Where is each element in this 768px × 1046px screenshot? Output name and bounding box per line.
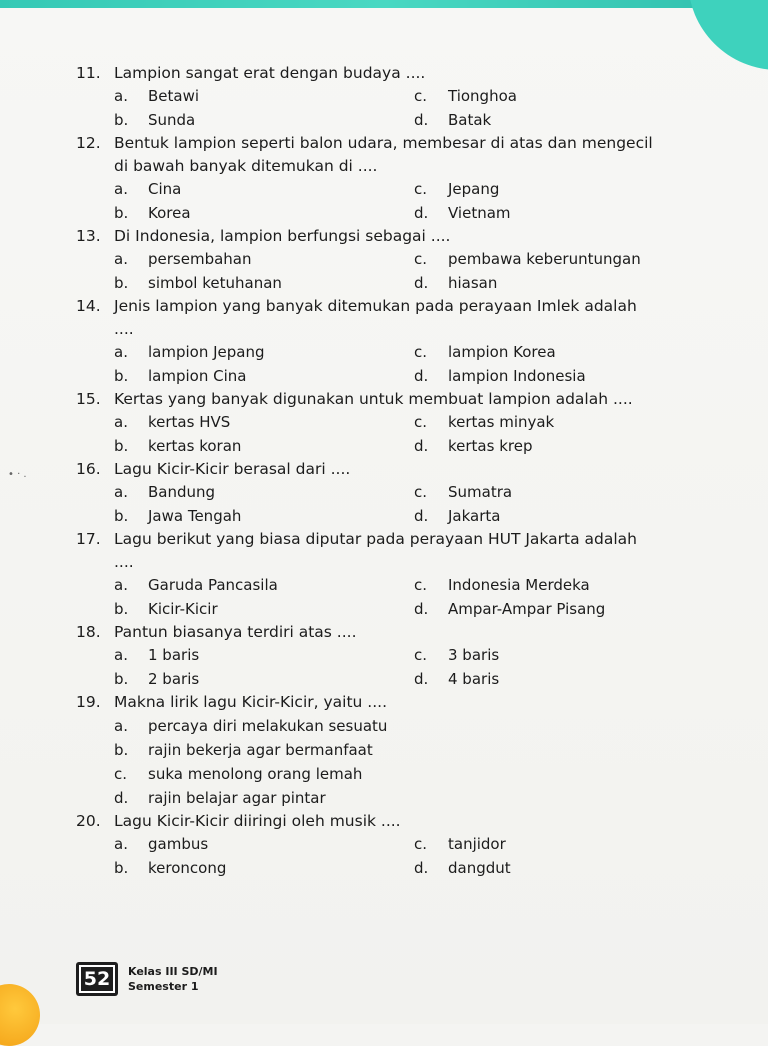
answer-options xyxy=(76,481,736,528)
answer-option xyxy=(114,109,414,132)
option-row xyxy=(114,341,736,365)
question-11 xyxy=(76,62,736,132)
page-speck: • · . xyxy=(8,469,27,480)
answer-option xyxy=(114,178,414,201)
answer-option xyxy=(414,178,714,201)
answer-option xyxy=(414,411,714,434)
question-header xyxy=(76,621,736,644)
question-header xyxy=(76,62,736,85)
answer-option xyxy=(414,598,714,621)
answer-option xyxy=(114,738,736,762)
answer-option xyxy=(114,272,414,295)
answer-option xyxy=(414,574,714,597)
option-text: percaya diri melakukan sesuatu xyxy=(148,716,388,735)
option-text: kertas minyak xyxy=(448,413,555,432)
question-text: Lagu Kicir-Kicir berasal dari .... xyxy=(114,460,351,478)
option-letter: b. xyxy=(114,203,129,222)
answer-option xyxy=(414,505,714,528)
answer-options xyxy=(76,714,736,810)
option-text: Sumatra xyxy=(448,483,513,502)
option-letter: b. xyxy=(114,740,129,759)
answer-option xyxy=(114,668,414,691)
option-text: kertas HVS xyxy=(148,413,231,432)
option-text: kertas koran xyxy=(148,436,242,455)
option-letter: d. xyxy=(414,366,429,385)
answer-options xyxy=(76,85,736,132)
question-number: 19. xyxy=(76,693,101,711)
option-row xyxy=(114,202,736,226)
option-text: lampion Indonesia xyxy=(448,366,586,385)
answer-option xyxy=(414,248,714,271)
option-row xyxy=(114,435,736,459)
answer-option xyxy=(414,857,714,880)
option-text: Jakarta xyxy=(448,506,501,525)
answer-options xyxy=(76,644,736,691)
question-header xyxy=(76,225,736,248)
option-letter: b. xyxy=(114,599,129,618)
option-text: Ampar-Ampar Pisang xyxy=(448,599,606,618)
option-text: Sunda xyxy=(148,110,196,129)
answer-option xyxy=(114,202,414,225)
option-text: 2 baris xyxy=(148,669,200,688)
option-row xyxy=(114,178,736,202)
option-letter: a. xyxy=(114,835,128,854)
option-letter: c. xyxy=(414,250,428,269)
option-row xyxy=(114,481,736,505)
option-text: Bandung xyxy=(148,483,216,502)
question-header xyxy=(76,295,736,318)
answer-option xyxy=(114,574,414,597)
option-letter: a. xyxy=(114,180,128,199)
page-number: 52 xyxy=(76,962,118,996)
option-text: Kicir-Kicir xyxy=(148,599,218,618)
question-15 xyxy=(76,388,736,458)
option-text: Jawa Tengah xyxy=(148,506,242,525)
answer-option xyxy=(414,272,714,295)
option-letter: d. xyxy=(414,599,429,618)
question-number: 15. xyxy=(76,390,101,408)
option-text: hiasan xyxy=(448,273,498,292)
answer-option xyxy=(114,598,414,621)
option-letter: b. xyxy=(114,110,129,129)
option-row xyxy=(114,574,736,598)
option-letter: d. xyxy=(414,669,429,688)
option-letter: c. xyxy=(414,413,428,432)
question-list xyxy=(76,62,736,880)
option-text: 3 baris xyxy=(448,646,500,665)
option-text: rajin belajar agar pintar xyxy=(148,788,326,807)
option-letter: c. xyxy=(414,87,428,106)
option-letter: a. xyxy=(114,646,128,665)
answer-option xyxy=(114,85,414,108)
option-text: tanjidor xyxy=(448,835,506,854)
question-header xyxy=(76,132,736,155)
question-text-continued: .... xyxy=(114,320,134,338)
question-text: Di Indonesia, lampion berfungsi sebagai .... xyxy=(114,227,451,245)
answer-option xyxy=(114,411,414,434)
option-row xyxy=(114,109,736,133)
question-header xyxy=(76,458,736,481)
question-text: Pantun biasanya terdiri atas .... xyxy=(114,623,357,641)
option-text: simbol ketuhanan xyxy=(148,273,282,292)
footer-class: Kelas III SD/MI xyxy=(128,965,218,978)
question-number: 20. xyxy=(76,812,101,830)
question-text-continued: di bawah banyak ditemukan di .... xyxy=(114,157,378,175)
option-text: dangdut xyxy=(448,858,511,877)
answer-option xyxy=(414,341,714,364)
answer-option xyxy=(114,833,414,856)
answer-option xyxy=(414,109,714,132)
option-text: Vietnam xyxy=(448,203,511,222)
question-number: 11. xyxy=(76,64,101,82)
answer-options xyxy=(76,411,736,458)
option-text: Betawi xyxy=(148,87,200,106)
question-text: Makna lirik lagu Kicir-Kicir, yaitu .... xyxy=(114,693,387,711)
option-letter: b. xyxy=(114,273,129,292)
option-text: kertas krep xyxy=(448,436,533,455)
option-text: keroncong xyxy=(148,858,227,877)
answer-options xyxy=(76,341,736,388)
option-letter: c. xyxy=(114,764,128,783)
answer-option xyxy=(114,435,414,458)
answer-option xyxy=(414,644,714,667)
question-text: Kertas yang banyak digunakan untuk membuat lampion adalah .... xyxy=(114,390,633,408)
option-text: Indonesia Merdeka xyxy=(448,576,590,595)
question-text: Jenis lampion yang banyak ditemukan pada perayaan Imlek adalah xyxy=(114,297,637,315)
option-letter: b. xyxy=(114,506,129,525)
option-text: lampion Cina xyxy=(148,366,247,385)
option-letter: a. xyxy=(114,716,128,735)
option-letter: b. xyxy=(114,858,129,877)
question-header xyxy=(76,691,736,714)
answer-options xyxy=(76,248,736,295)
option-row xyxy=(114,411,736,435)
option-letter: d. xyxy=(414,436,429,455)
question-20 xyxy=(76,810,736,880)
question-16 xyxy=(76,458,736,528)
option-text: Batak xyxy=(448,110,492,129)
answer-option xyxy=(414,435,714,458)
question-17 xyxy=(76,528,736,621)
question-text-continued: .... xyxy=(114,553,134,571)
option-text: Cina xyxy=(148,180,182,199)
page-footer xyxy=(76,962,218,996)
option-letter: c. xyxy=(414,576,428,595)
option-row xyxy=(114,668,736,692)
option-text: Garuda Pancasila xyxy=(148,576,278,595)
answer-option xyxy=(114,762,736,786)
answer-option xyxy=(114,714,736,738)
question-14 xyxy=(76,295,736,388)
option-row xyxy=(114,598,736,622)
option-row xyxy=(114,857,736,881)
option-text: lampion Korea xyxy=(448,343,556,362)
option-letter: a. xyxy=(114,250,128,269)
question-number: 17. xyxy=(76,530,101,548)
option-letter: a. xyxy=(114,576,128,595)
option-text: Korea xyxy=(148,203,191,222)
option-letter: d. xyxy=(414,858,429,877)
question-number: 16. xyxy=(76,460,101,478)
option-row xyxy=(114,833,736,857)
option-letter: d. xyxy=(414,273,429,292)
question-18 xyxy=(76,621,736,691)
question-13 xyxy=(76,225,736,295)
option-text: lampion Jepang xyxy=(148,343,265,362)
question-19 xyxy=(76,691,736,810)
answer-option xyxy=(114,786,736,810)
option-letter: a. xyxy=(114,483,128,502)
answer-option xyxy=(114,505,414,528)
question-header xyxy=(76,388,736,411)
answer-option xyxy=(414,481,714,504)
question-number: 12. xyxy=(76,134,101,152)
question-header xyxy=(76,528,736,551)
option-text: 4 baris xyxy=(448,669,500,688)
option-letter: b. xyxy=(114,366,129,385)
footer-semester: Semester 1 xyxy=(128,980,199,993)
option-text: gambus xyxy=(148,835,209,854)
option-letter: a. xyxy=(114,87,128,106)
answer-option xyxy=(114,248,414,271)
option-letter: d. xyxy=(114,788,129,807)
option-letter: b. xyxy=(114,436,129,455)
option-row xyxy=(114,85,736,109)
question-text: Lagu berikut yang biasa diputar pada perayaan HUT Jakarta adalah xyxy=(114,530,637,548)
answer-option xyxy=(114,644,414,667)
option-letter: c. xyxy=(414,343,428,362)
answer-option xyxy=(114,857,414,880)
answer-option xyxy=(414,85,714,108)
option-letter: c. xyxy=(414,646,428,665)
question-number: 14. xyxy=(76,297,101,315)
answer-option xyxy=(114,365,414,388)
option-letter: d. xyxy=(414,110,429,129)
question-12 xyxy=(76,132,736,225)
answer-option xyxy=(414,365,714,388)
option-text: persembahan xyxy=(148,250,252,269)
option-row xyxy=(114,644,736,668)
question-text: Lampion sangat erat dengan budaya .... xyxy=(114,64,426,82)
option-text: 1 baris xyxy=(148,646,200,665)
option-text: Tionghoa xyxy=(448,87,517,106)
option-letter: c. xyxy=(414,180,428,199)
answer-option xyxy=(414,833,714,856)
option-letter: d. xyxy=(414,506,429,525)
question-header xyxy=(76,810,736,833)
answer-options xyxy=(76,833,736,880)
answer-option xyxy=(114,481,414,504)
option-row xyxy=(114,365,736,389)
option-text: Jepang xyxy=(448,180,500,199)
option-letter: c. xyxy=(414,483,428,502)
answer-options xyxy=(76,178,736,225)
option-text: rajin bekerja agar bermanfaat xyxy=(148,740,373,759)
question-number: 18. xyxy=(76,623,101,641)
option-row xyxy=(114,505,736,529)
option-row xyxy=(114,248,736,272)
option-letter: a. xyxy=(114,343,128,362)
option-letter: c. xyxy=(414,835,428,854)
answer-option xyxy=(414,202,714,225)
top-color-band xyxy=(0,0,768,8)
option-letter: d. xyxy=(414,203,429,222)
answer-option xyxy=(414,668,714,691)
question-text: Bentuk lampion seperti balon udara, membesar di atas dan mengecil xyxy=(114,134,653,152)
option-row xyxy=(114,272,736,296)
question-text: Lagu Kicir-Kicir diiringi oleh musik .... xyxy=(114,812,401,830)
question-number: 13. xyxy=(76,227,101,245)
answer-option xyxy=(114,341,414,364)
option-letter: b. xyxy=(114,669,129,688)
answer-options xyxy=(76,574,736,621)
option-text: suka menolong orang lemah xyxy=(148,764,363,783)
footer-text xyxy=(128,964,218,994)
option-letter: a. xyxy=(114,413,128,432)
option-text: pembawa keberuntungan xyxy=(448,250,641,269)
